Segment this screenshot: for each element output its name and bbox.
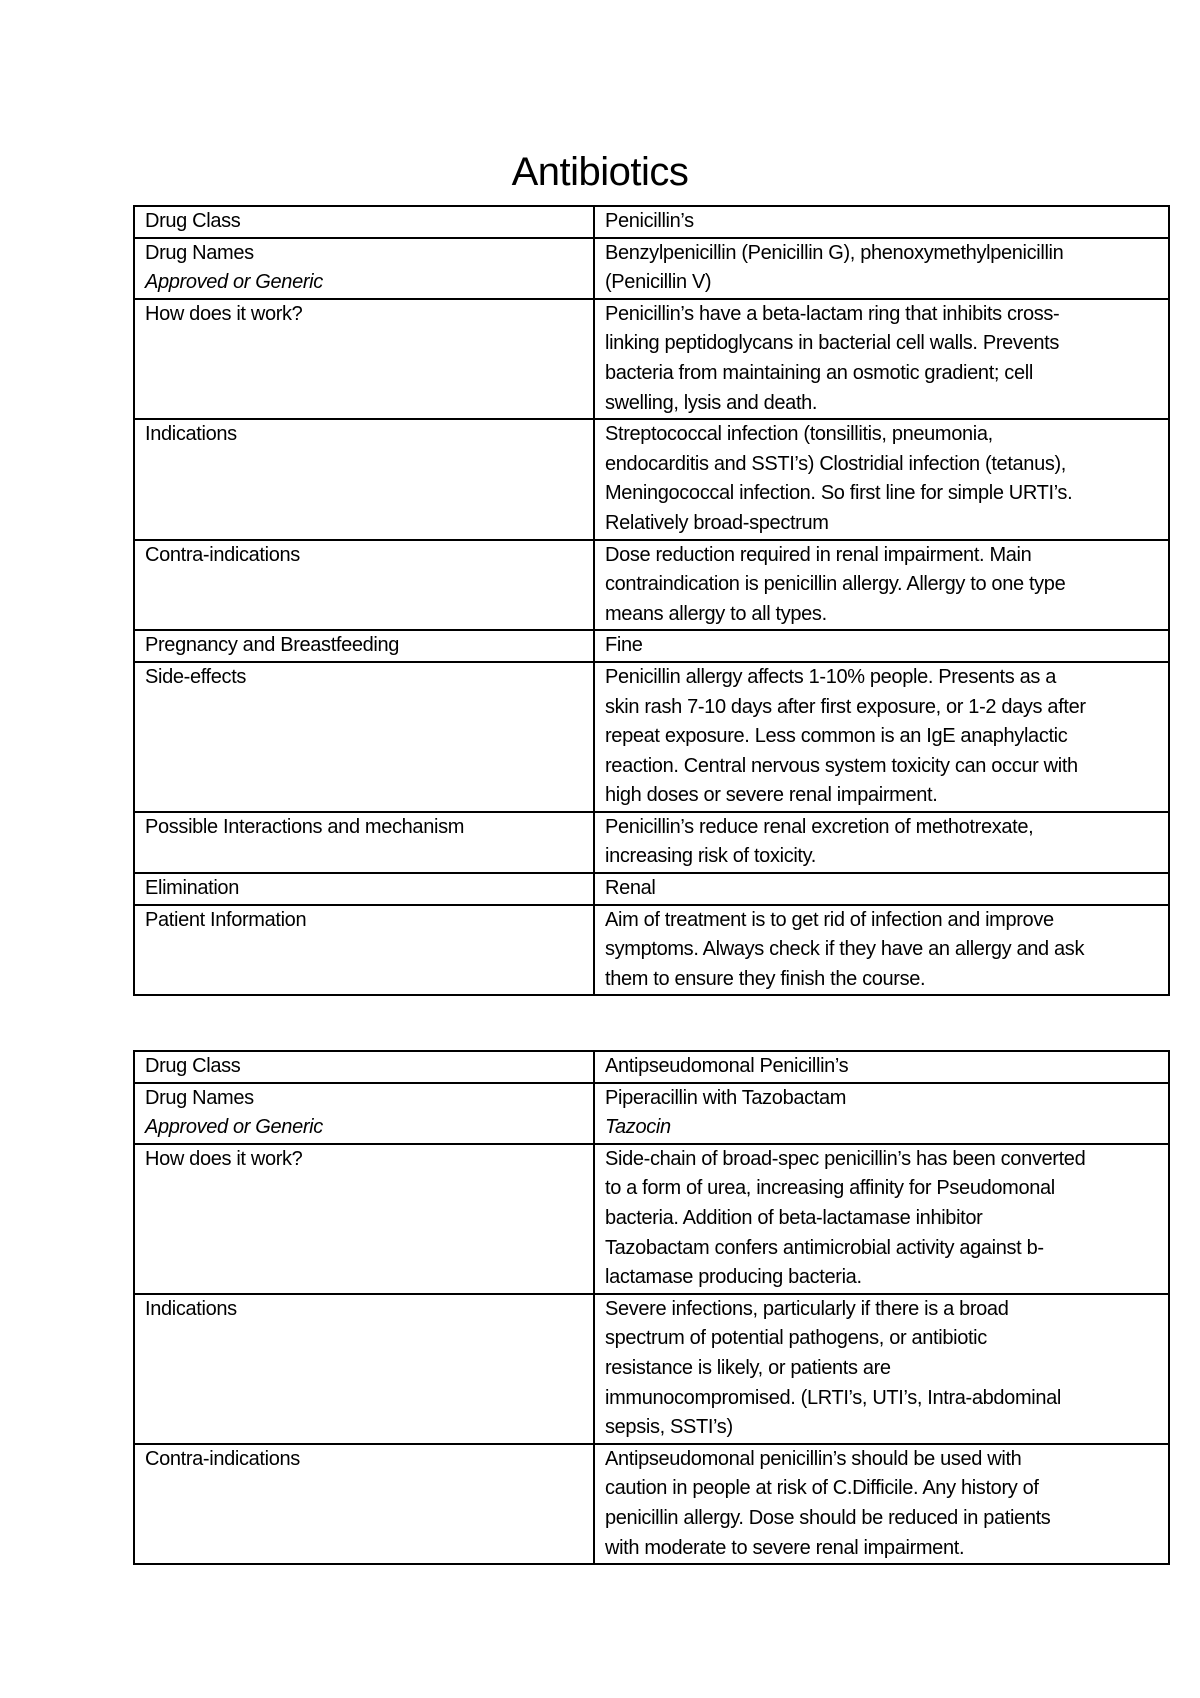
table-row <box>134 873 1169 905</box>
text-line: Side-effects <box>145 665 247 688</box>
row-label <box>134 1294 594 1444</box>
italic-line: Approved or Generic <box>145 1116 323 1139</box>
text-line: skin rash 7-10 days after first exposure, or 1-2 days after <box>605 695 1086 718</box>
text-line: increasing risk of toxicity. <box>605 845 817 868</box>
text-line: endocarditis and SSTI’s) Clostridial infection (tetanus), <box>605 452 1067 475</box>
text-line: Meningococcal infection. So first line for simple URTI’s. <box>605 482 1073 505</box>
text-line: How does it work? <box>145 1147 303 1170</box>
text-line: bacteria from maintaining an osmotic gradient; cell <box>605 361 1033 384</box>
italic-line: Approved or Generic <box>145 271 323 294</box>
text-line: lactamase producing bacteria. <box>605 1266 862 1289</box>
table-row <box>134 238 1169 299</box>
row-label <box>134 1083 594 1144</box>
text-line: Side-chain of broad-spec penicillin’s has been converted <box>605 1147 1086 1170</box>
text-line: Patient Information <box>145 908 307 931</box>
text-line: Possible Interactions and mechanism <box>145 815 465 838</box>
drug-table-penicillins <box>133 205 1170 996</box>
text-line: bacteria. Addition of beta-lactamase inhibitor <box>605 1206 983 1229</box>
text-line: Penicillin’s reduce renal excretion of methotrexate, <box>605 815 1034 838</box>
page-title: Antibiotics <box>511 150 689 194</box>
text-line: Drug Names <box>145 241 254 264</box>
row-value <box>594 1083 1169 1144</box>
row-value <box>594 630 1169 662</box>
table-row <box>134 299 1169 419</box>
text-line: Elimination <box>145 877 239 900</box>
row-label <box>134 1444 594 1564</box>
text-line: Piperacillin with Tazobactam <box>605 1086 847 1109</box>
row-label <box>134 299 594 419</box>
row-value <box>594 1144 1169 1294</box>
text-line: to a form of urea, increasing affinity for Pseudomonal <box>605 1177 1055 1200</box>
row-value <box>594 1294 1169 1444</box>
row-value <box>594 1051 1169 1083</box>
text-line: Pregnancy and Breastfeeding <box>145 634 400 657</box>
text-line: Indications <box>145 1297 237 1320</box>
text-line: Fine <box>605 634 643 657</box>
text-line: with moderate to severe renal impairment. <box>605 1536 965 1559</box>
text-line: symptoms. Always check if they have an allergy and ask <box>605 938 1085 961</box>
row-value <box>594 662 1169 812</box>
text-line: Aim of treatment is to get rid of infection and improve <box>605 908 1054 931</box>
text-line: means allergy to all types. <box>605 602 827 625</box>
row-value <box>594 419 1169 539</box>
text-line: How does it work? <box>145 302 303 325</box>
text-line: contraindication is penicillin allergy. Allergy to one type <box>605 573 1066 596</box>
text-line: Contra-indications <box>145 1447 300 1470</box>
text-line: resistance is likely, or patients are <box>605 1356 891 1379</box>
text-line: (Penicillin V) <box>605 271 712 294</box>
row-value <box>594 873 1169 905</box>
text-line: Drug Class <box>145 210 241 232</box>
row-label <box>134 540 594 631</box>
table-row <box>134 905 1169 996</box>
text-line: linking peptidoglycans in bacterial cell walls. Prevents <box>605 332 1059 355</box>
row-label <box>134 1144 594 1294</box>
text-line: them to ensure they finish the course. <box>605 967 926 990</box>
text-line: Drug Names <box>145 1086 254 1109</box>
row-label <box>134 873 594 905</box>
table-row <box>134 1294 1169 1444</box>
row-label <box>134 1051 594 1083</box>
text-line: Indications <box>145 423 237 446</box>
text-line: Streptococcal infection (tonsillitis, pneumonia, <box>605 423 993 446</box>
row-label <box>134 419 594 539</box>
text-line: spectrum of potential pathogens, or antibiotic <box>605 1327 987 1350</box>
table-row <box>134 662 1169 812</box>
text-line: Drug Class <box>145 1055 241 1077</box>
row-value <box>594 1444 1169 1564</box>
text-line: swelling, lysis and death. <box>605 391 818 414</box>
row-value <box>594 238 1169 299</box>
italic-line: Tazocin <box>605 1116 671 1139</box>
table-row <box>134 1051 1169 1083</box>
text-line: repeat exposure. Less common is an IgE anaphylactic <box>605 725 1068 748</box>
text-line: immunocompromised. (LRTI’s, UTI’s, Intra-abdominal <box>605 1386 1061 1409</box>
text-line: Renal <box>605 877 656 900</box>
text-line: Antipseudomonal penicillin’s should be used with <box>605 1447 1022 1470</box>
text-line: sepsis, SSTI’s) <box>605 1416 733 1439</box>
row-value <box>594 812 1169 873</box>
text-line: Penicillin’s <box>605 210 694 232</box>
text-line: penicillin allergy. Dose should be reduced in patients <box>605 1506 1051 1529</box>
row-value <box>594 206 1169 238</box>
row-value <box>594 299 1169 419</box>
text-line: Contra-indications <box>145 543 300 566</box>
row-label <box>134 206 594 238</box>
text-line: Severe infections, particularly if there is a broad <box>605 1297 1009 1320</box>
text-line: reaction. Central nervous system toxicity can occur with <box>605 754 1078 777</box>
text-line: Penicillin’s have a beta-lactam ring that inhibits cross- <box>605 302 1060 325</box>
row-label <box>134 812 594 873</box>
row-label <box>134 905 594 996</box>
table-row <box>134 630 1169 662</box>
text-line: Relatively broad-spectrum <box>605 511 829 534</box>
text-line: Antipseudomonal Penicillin’s <box>605 1055 849 1077</box>
table-row <box>134 812 1169 873</box>
table-row <box>134 540 1169 631</box>
row-label <box>134 238 594 299</box>
text-line: Penicillin allergy affects 1-10% people. Presents as a <box>605 665 1056 688</box>
table-row <box>134 206 1169 238</box>
row-value <box>594 540 1169 631</box>
text-line: Benzylpenicillin (Penicillin G), phenoxymethylpenicillin <box>605 241 1064 264</box>
row-label <box>134 662 594 812</box>
table-row <box>134 1444 1169 1564</box>
text-line: Dose reduction required in renal impairment. Main <box>605 543 1032 566</box>
drug-table-antipseudomonal <box>133 1050 1170 1565</box>
table-row <box>134 1144 1169 1294</box>
table-row <box>134 1083 1169 1144</box>
row-label <box>134 630 594 662</box>
table-row <box>134 419 1169 539</box>
row-value <box>594 905 1169 996</box>
text-line: high doses or severe renal impairment. <box>605 784 938 807</box>
text-line: caution in people at risk of C.Difficile. Any history of <box>605 1477 1039 1500</box>
text-line: Tazobactam confers antimicrobial activity against b- <box>605 1236 1044 1259</box>
